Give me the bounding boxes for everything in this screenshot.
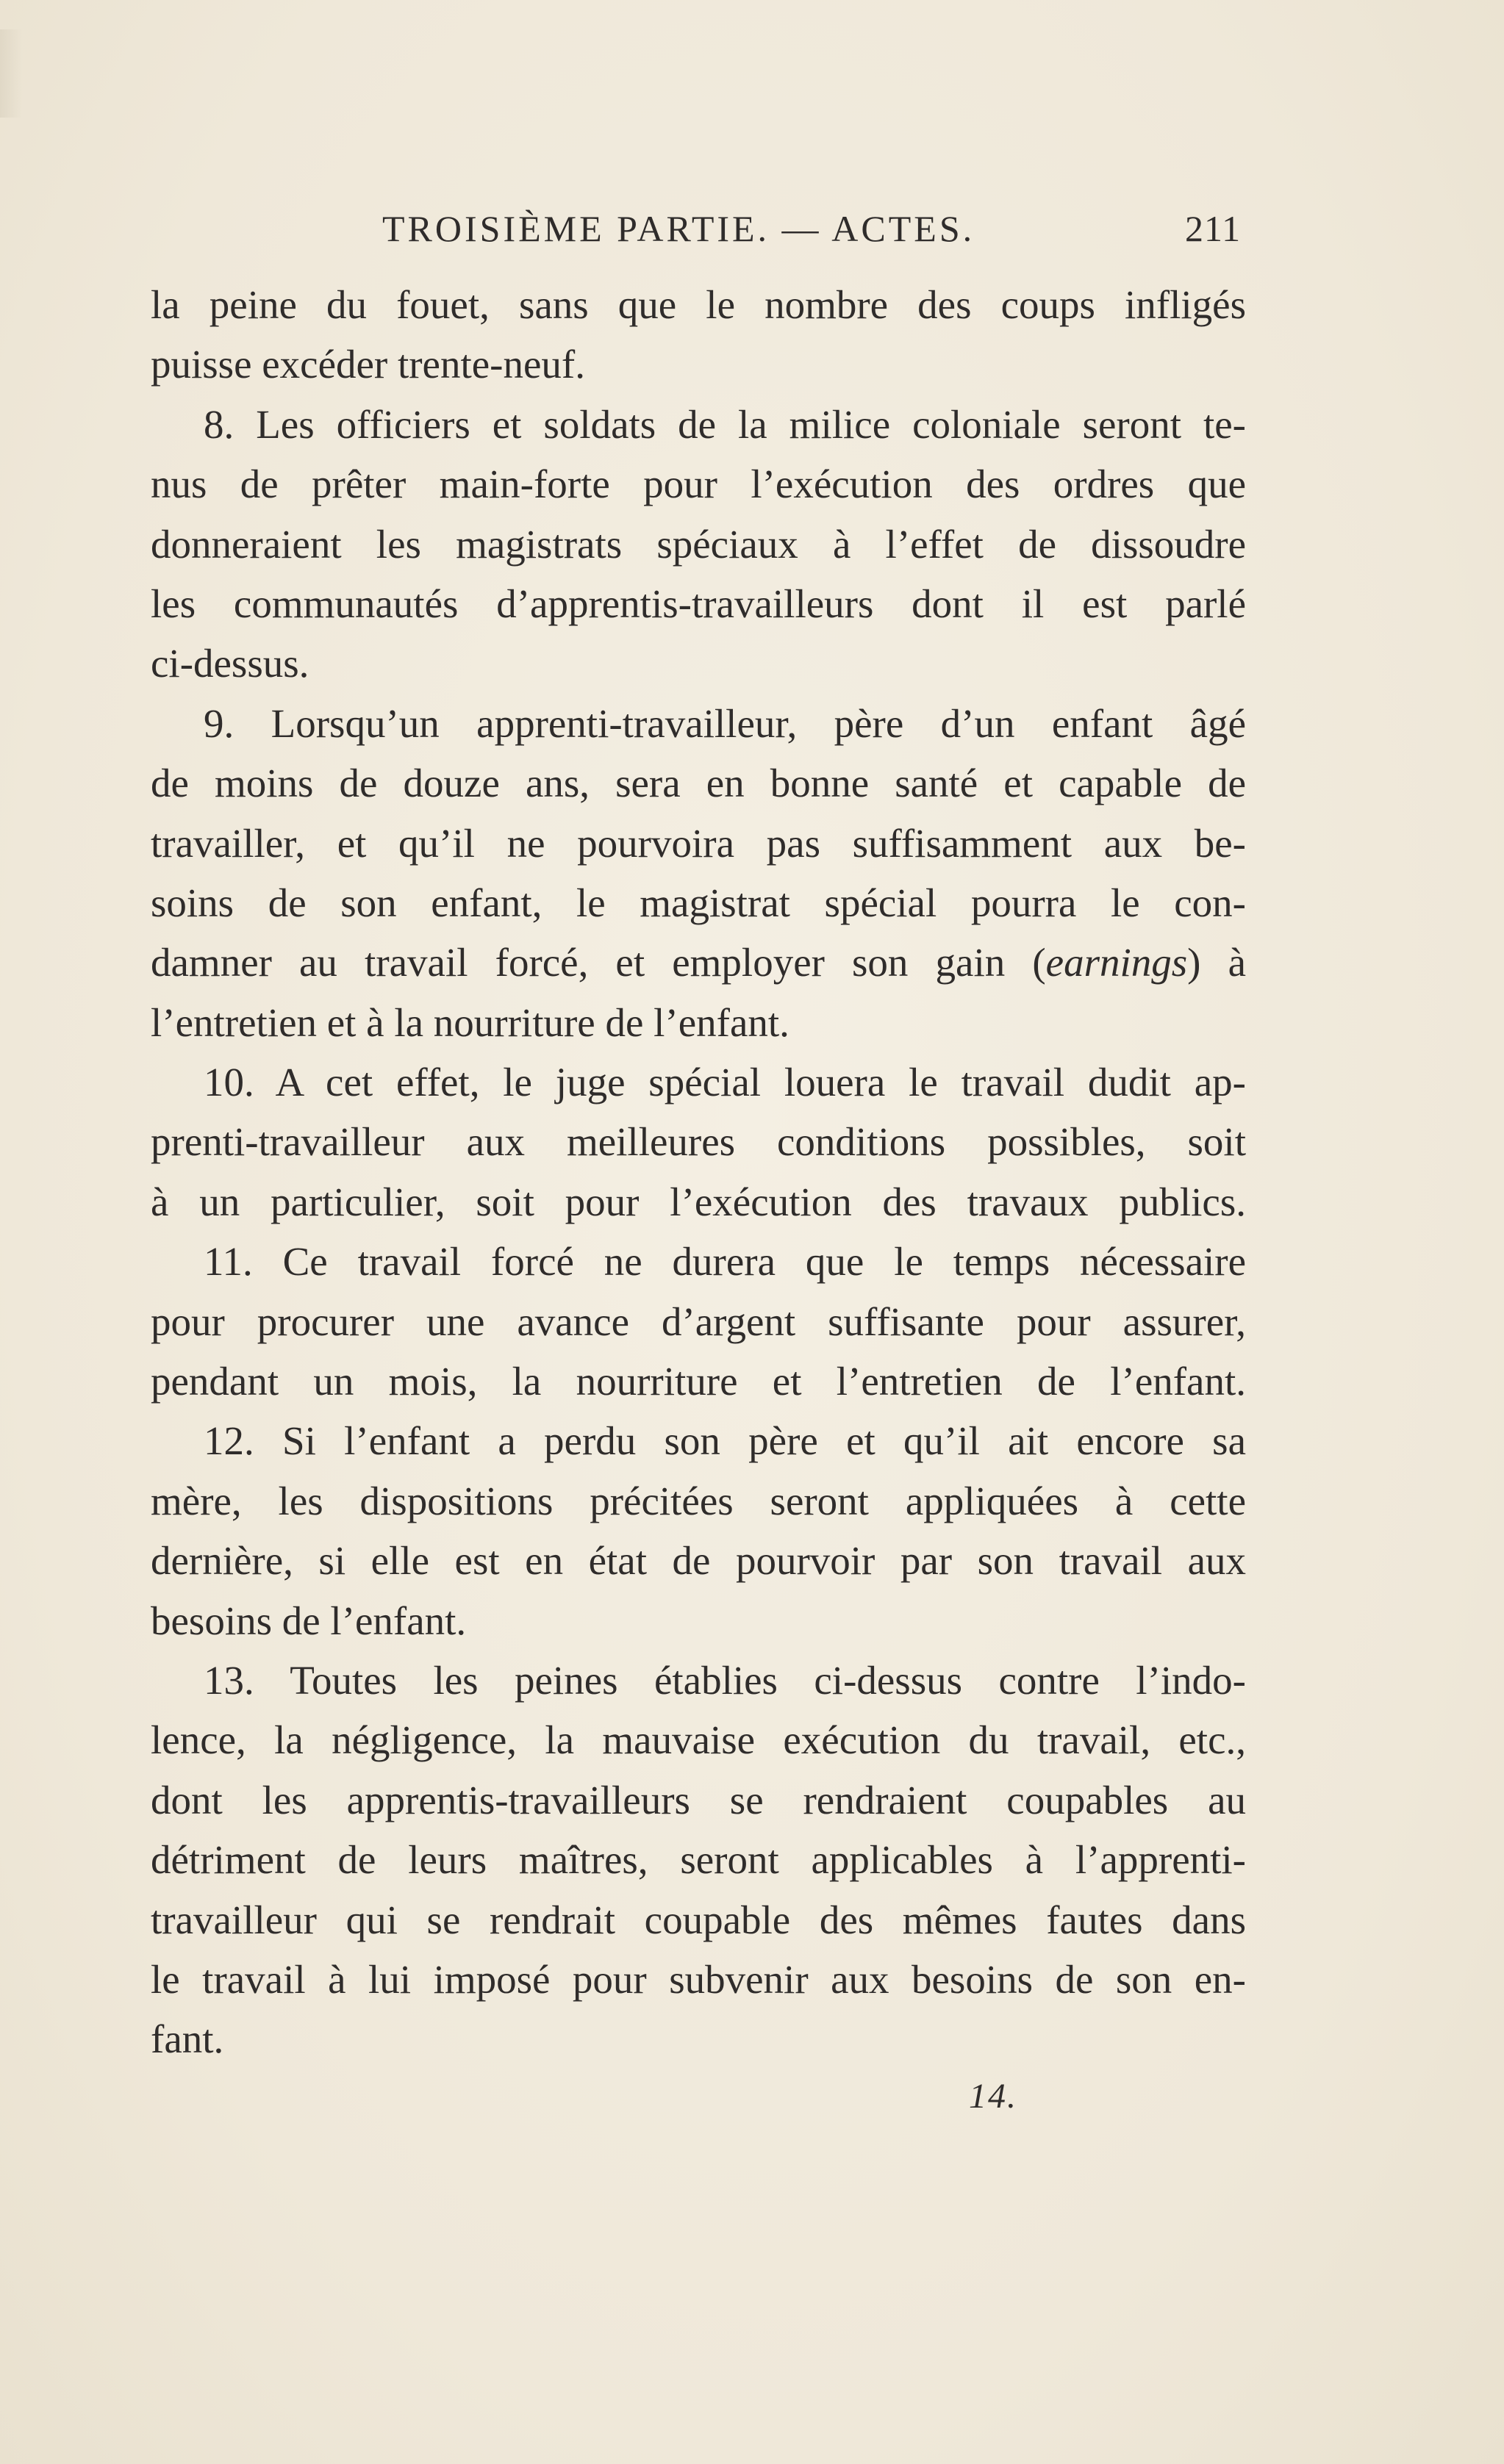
text-line: la peine du fouet, sans que le nombre des coups infligés — [151, 282, 1246, 327]
text-line: 12. Si l’enfant a perdu son père et qu’il ait encore sa — [204, 1418, 1246, 1464]
text-line: fant. — [151, 2016, 224, 2062]
italic-gloss: earnings — [1045, 940, 1188, 985]
text-line: travailler, et qu’il ne pourvoira pas suffisamment aux be- — [151, 820, 1246, 866]
text-line: puisse excéder trente-neuf. — [151, 342, 585, 387]
text-line: prenti-travailleur aux meilleures conditions possibles, soit — [151, 1119, 1246, 1165]
running-title: TROISIÈME PARTIE. — ACTES. — [382, 208, 975, 249]
text-line: soins de son enfant, le magistrat spécial pourra le con- — [151, 880, 1246, 925]
text-line: pendant un mois, la nourriture et l’entretien de l’enfant. — [151, 1359, 1246, 1404]
text-line: besoins de l’enfant. — [151, 1598, 467, 1643]
text-line: pour procurer une avance d’argent suffisante pour assurer, — [151, 1299, 1246, 1344]
text-line: l’entretien et à la nourriture de l’enfant. — [151, 999, 789, 1045]
text-line: dont les apprentis-travailleurs se rendraient coupables au — [151, 1777, 1246, 1822]
page-number: 211 — [1185, 208, 1242, 249]
text-line: de moins de douze ans, sera en bonne santé et capable de — [151, 761, 1246, 806]
text-line: le travail à lui imposé pour subvenir aux besoins de son en- — [151, 1956, 1246, 2002]
text-line: 11. Ce travail forcé ne durera que le temps nécessaire — [204, 1239, 1246, 1285]
text-line: dernière, si elle est en état de pourvoir par son travail aux — [151, 1538, 1246, 1584]
signature-mark: 14. — [969, 2077, 1017, 2116]
text-line: 8. Les officiers et soldats de la milice coloniale seront te- — [204, 401, 1246, 447]
text-line: 10. A cet effet, le juge spécial louera le travail dudit ap- — [204, 1060, 1246, 1105]
page-edge-stain — [0, 29, 22, 118]
text-line: nus de prêter main-forte pour l’exécution des ordres que — [151, 461, 1246, 507]
text-line: détriment de leurs maîtres, seront applicables à l’apprenti- — [151, 1837, 1246, 1883]
text-line: les communautés d’apprentis-travailleurs dont il est parlé — [151, 581, 1246, 626]
text-line: mère, les dispositions précitées seront appliquées à cette — [151, 1478, 1246, 1523]
text-line: à un particulier, soit pour l’exécution des travaux publics. — [151, 1179, 1246, 1224]
text-line: 13. Toutes les peines établies ci-dessus contre l’indo- — [204, 1657, 1246, 1703]
text-line: 9. Lorsqu’un apprenti-travailleur, père d’un enfant âgé — [204, 700, 1246, 746]
text-line: damner au travail forcé, et employer son gain (earnings) à — [151, 940, 1246, 985]
text-line: donneraient les magistrats spéciaux à l’effet de dissoudre — [151, 521, 1246, 567]
running-head — [0, 207, 1504, 251]
text-line: ci-dessus. — [151, 641, 309, 686]
text-line: travailleur qui se rendrait coupable des mêmes fautes dans — [151, 1897, 1246, 1942]
text-line: lence, la négligence, la mauvaise exécution du travail, etc., — [151, 1717, 1246, 1763]
body-text — [151, 275, 1246, 2069]
